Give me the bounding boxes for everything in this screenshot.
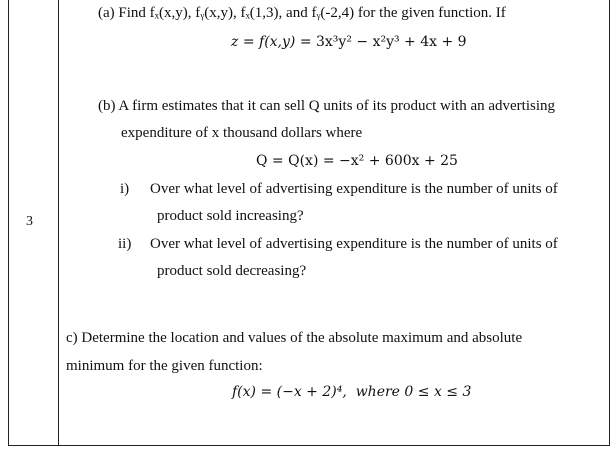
part-a-equation-rhs: 3x³y² − x²y³ + 4x + 9 xyxy=(316,34,467,50)
part-b-q1-line2: product sold increasing? xyxy=(157,208,304,224)
part-b-q1-label: i) xyxy=(120,181,130,197)
part-c-equation xyxy=(232,384,471,400)
question-number: 3 xyxy=(26,214,33,229)
question-table xyxy=(8,0,610,446)
part-b-prompt-line2: expenditure of x thousand dollars where xyxy=(121,125,363,141)
part-c-prompt-line2: minimum for the given function: xyxy=(66,358,263,374)
column-divider xyxy=(58,0,59,445)
part-b-q1-line1: Over what level of advertising expenditure is the number of units of xyxy=(150,181,558,197)
part-a-prompt: (a) Find fₓ(x,y), fᵧ(x,y), fₓ(1,3), and fᵧ(-2,4) for the given function. If xyxy=(98,5,506,21)
part-c-equation-main: f(x) = (−x + 2)⁴, xyxy=(232,384,347,400)
part-c-equation-condition: where 0 ≤ x ≤ 3 xyxy=(355,384,472,400)
part-b-q2-line1: Over what level of advertising expenditure is the number of units of xyxy=(150,236,558,252)
part-b-prompt-line1: (b) A firm estimates that it can sell Q units of its product with an advertising xyxy=(98,98,556,114)
part-c-prompt-line1: c) Determine the location and values of the absolute maximum and absolute xyxy=(66,330,523,346)
part-b-q2-label: ii) xyxy=(118,236,132,252)
part-b-equation: Q = Q(x) = −x² + 600x + 25 xyxy=(256,153,458,169)
part-a-equation xyxy=(231,34,467,50)
part-b-q2-line2: product sold decreasing? xyxy=(157,263,307,279)
part-a-equation-lhs: z = f(x,y) = xyxy=(231,34,316,50)
